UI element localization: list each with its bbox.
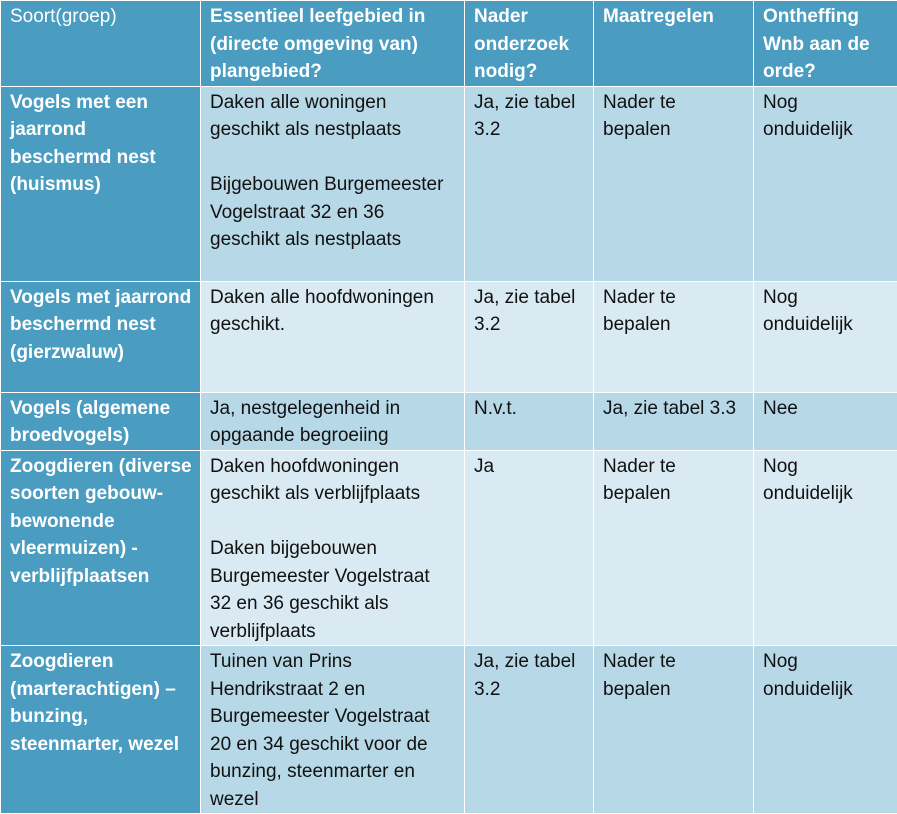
cell-soort: Vogels met jaarrond beschermd nest (gierzwaluw): [1, 281, 201, 392]
cell-soort: Zoogdieren (diverse soorten gebouw-bewonende vleermuizen) - verblijfplaatsen: [1, 450, 201, 646]
cell-maatregelen: Ja, zie tabel 3.3: [594, 392, 754, 450]
table-row: [1, 281, 897, 392]
cell-onderzoek: Ja, zie tabel 3.2: [465, 646, 594, 814]
cell-onderzoek: N.v.t.: [465, 392, 594, 450]
cell-maatregelen: Nader te bepalen: [594, 450, 754, 646]
cell-leefgebied: [201, 646, 465, 814]
cell-soort: Vogels (algemene broedvogels): [1, 392, 201, 450]
header-ontheffing: Ontheffing Wnb aan de orde?: [754, 1, 897, 87]
cell-maatregelen: Nader te bepalen: [594, 281, 754, 392]
cell-leefgebied: [201, 450, 465, 646]
header-onderzoek: Nader onderzoek nodig?: [465, 1, 594, 87]
header-soort: Soort(groep): [1, 1, 201, 87]
cell-leefgebied-text: Daken alle hoofdwoningen geschikt.: [210, 284, 456, 339]
header-row: [1, 1, 897, 87]
cell-leefgebied-text: Ja, nestgelegenheid in opgaande begroeiing: [210, 395, 456, 450]
cell-maatregelen: Nader te bepalen: [594, 646, 754, 814]
cell-leefgebied: [201, 86, 465, 281]
cell-onderzoek: Ja, zie tabel 3.2: [465, 281, 594, 392]
cell-leefgebied: [201, 281, 465, 392]
cell-onderzoek: Ja, zie tabel 3.2: [465, 86, 594, 281]
cell-leefgebied: [201, 392, 465, 450]
table-row: [1, 86, 897, 281]
cell-leefgebied-text: Daken alle woningen geschikt als nestplaats Bijgebouwen Burgemeester Vogelstraat 32 en 36 geschikt als nestplaats: [210, 89, 456, 254]
cell-ontheffing: Nee: [754, 392, 897, 450]
cell-soort: Zoogdieren (marterachtigen) – bunzing, steenmarter, wezel: [1, 646, 201, 814]
table-row: [1, 392, 897, 450]
cell-maatregelen: Nader te bepalen: [594, 86, 754, 281]
cell-leefgebied-text: Daken hoofdwoningen geschikt als verblijfplaats Daken bijgebouwen Burgemeester Vogelstraat 32 en 36 geschikt als verblijfplaats: [210, 453, 456, 646]
header-maatregelen: Maatregelen: [594, 1, 754, 87]
cell-leefgebied-text: Tuinen van Prins Hendrikstraat 2 en Burgemeester Vogelstraat 20 en 34 geschikt voor de bunzing, steenmarter en wezel: [210, 648, 456, 813]
header-leefgebied: Essentieel leefgebied in (directe omgeving van) plangebied?: [201, 1, 465, 87]
cell-ontheffing: Nog onduidelijk: [754, 281, 897, 392]
cell-ontheffing: Nog onduidelijk: [754, 86, 897, 281]
cell-ontheffing: Nog onduidelijk: [754, 646, 897, 814]
table-row: [1, 450, 897, 646]
cell-ontheffing: Nog onduidelijk: [754, 450, 897, 646]
cell-onderzoek: Ja: [465, 450, 594, 646]
cell-soort: Vogels met een jaarrond beschermd nest (huismus): [1, 86, 201, 281]
table-row: [1, 646, 897, 814]
